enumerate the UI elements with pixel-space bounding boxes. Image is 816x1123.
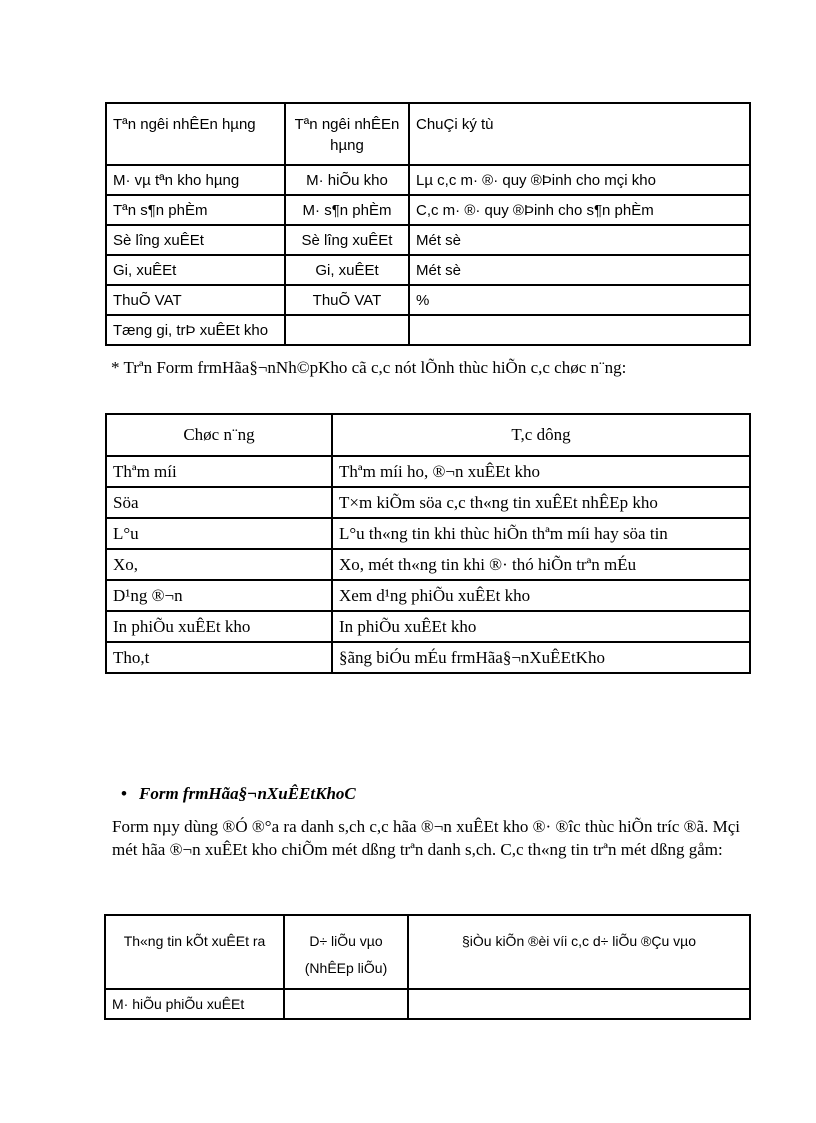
table-row	[106, 642, 750, 673]
table-cell: ChuÇi ký tù	[409, 103, 750, 165]
table-row	[106, 518, 750, 549]
table-cell: Lµ c,c m· ®· quy ®Þinh cho mçi kho	[409, 165, 750, 195]
table-cell: Gi, xuÊEt	[106, 255, 285, 285]
form-buttons-note: * Trªn Form frmHãa§¬nNh©pKho cã c,c nót lÕnh thùc hiÕn c,c chøc n¨ng:	[111, 358, 627, 377]
column-header	[284, 915, 408, 989]
table-row	[106, 285, 750, 315]
table-row	[106, 225, 750, 255]
table-row	[106, 165, 750, 195]
table-cell: Xo, mét th«ng tin khi ®· thó hiÕn trªn mÉu	[332, 549, 750, 580]
table-cell	[284, 989, 408, 1019]
table-cell: M· hiÕu kho	[285, 165, 409, 195]
table-cell: Xo,	[106, 549, 332, 580]
table-cell: Gi, xuÊEt	[285, 255, 409, 285]
table-cell: Mét sè	[409, 225, 750, 255]
table-cell: Tho,t	[106, 642, 332, 673]
table-cell: In phiÕu xuÊEt kho	[106, 611, 332, 642]
table-cell: M· vµ tªn kho hµng	[106, 165, 285, 195]
table-cell	[408, 989, 750, 1019]
function-table	[105, 413, 751, 674]
table-cell: Tªn ngêi nhÊEn hµng	[285, 103, 409, 165]
table-cell: Tæng gi, trÞ xuÊEt kho	[106, 315, 285, 345]
table-cell: Sè lîng xuÊEt	[106, 225, 285, 255]
table-cell: Thªm míi ho, ®¬n xuÊEt kho	[332, 456, 750, 487]
column-header: Chøc n¨ng	[106, 414, 332, 456]
table-cell: D¹ng ®¬n	[106, 580, 332, 611]
table-cell: Mét sè	[409, 255, 750, 285]
table-row	[106, 580, 750, 611]
table-cell: Sè lîng xuÊEt	[285, 225, 409, 255]
table-cell: ThuÕ VAT	[285, 285, 409, 315]
table-row	[105, 989, 750, 1019]
table-row	[106, 103, 750, 165]
table-cell	[285, 315, 409, 345]
table-cell: T×m kiÕm söa c,c th«ng tin xuÊEt nhÊEp kho	[332, 487, 750, 518]
table-row	[106, 315, 750, 345]
column-header: Th«ng tin kÕt xuÊEt ra	[105, 915, 284, 989]
column-header-line: (NhÊEp liÕu)	[304, 960, 388, 976]
table-row	[106, 456, 750, 487]
table-cell: M· s¶n phÈm	[285, 195, 409, 225]
table-row	[106, 611, 750, 642]
section-heading-text: Form frmHãa§¬nXuÊEtKhoC	[139, 784, 356, 803]
table-cell: In phiÕu xuÊEt kho	[332, 611, 750, 642]
table-cell: §ãng biÓu mÉu frmHãa§¬nXuÊEtKho	[332, 642, 750, 673]
column-header: §iÒu kiÕn ®èi víi c,c d÷ liÕu ®Çu vµo	[408, 915, 750, 989]
table-header-row	[105, 915, 750, 989]
table-cell: L°u	[106, 518, 332, 549]
field-mapping-table	[105, 102, 751, 346]
table-row	[106, 549, 750, 580]
output-info-table	[104, 914, 751, 1020]
table-cell	[409, 315, 750, 345]
table-cell: L°u th«ng tin khi thùc hiÕn thªm míi hay söa tin	[332, 518, 750, 549]
description-paragraph: Form nµy dùng ®Ó ®°a ra danh s,ch c,c hãa ®¬n xuÊEt kho ®· ®îc thùc hiÕn tríc ®ã. Mçi mét hãa ®¬n xuÊEt kho chiÕm mét dßng trªn danh s,ch. C,c th«ng tin trªn mét dßng gåm:	[112, 817, 740, 859]
table-cell: Thªm míi	[106, 456, 332, 487]
table-row	[106, 255, 750, 285]
table-cell: %	[409, 285, 750, 315]
table-row	[106, 487, 750, 518]
table-cell: Xem d¹ng phiÕu xuÊEt kho	[332, 580, 750, 611]
bullet-icon: •	[121, 784, 127, 803]
table-cell: M· hiÕu phiÕu xuÊEt	[105, 989, 284, 1019]
column-header-line: D÷ liÕu vµo	[309, 933, 383, 949]
table-cell: C,c m· ®· quy ®Þinh cho s¶n phÈm	[409, 195, 750, 225]
table-cell: Tªn s¶n phÈm	[106, 195, 285, 225]
table-header-row	[106, 414, 750, 456]
column-header: T,c dông	[332, 414, 750, 456]
table-cell: Tªn ngêi nhÊEn hµng	[106, 103, 285, 165]
table-cell: Söa	[106, 487, 332, 518]
table-cell: ThuÕ VAT	[106, 285, 285, 315]
section-heading	[121, 784, 356, 804]
table-row	[106, 195, 750, 225]
